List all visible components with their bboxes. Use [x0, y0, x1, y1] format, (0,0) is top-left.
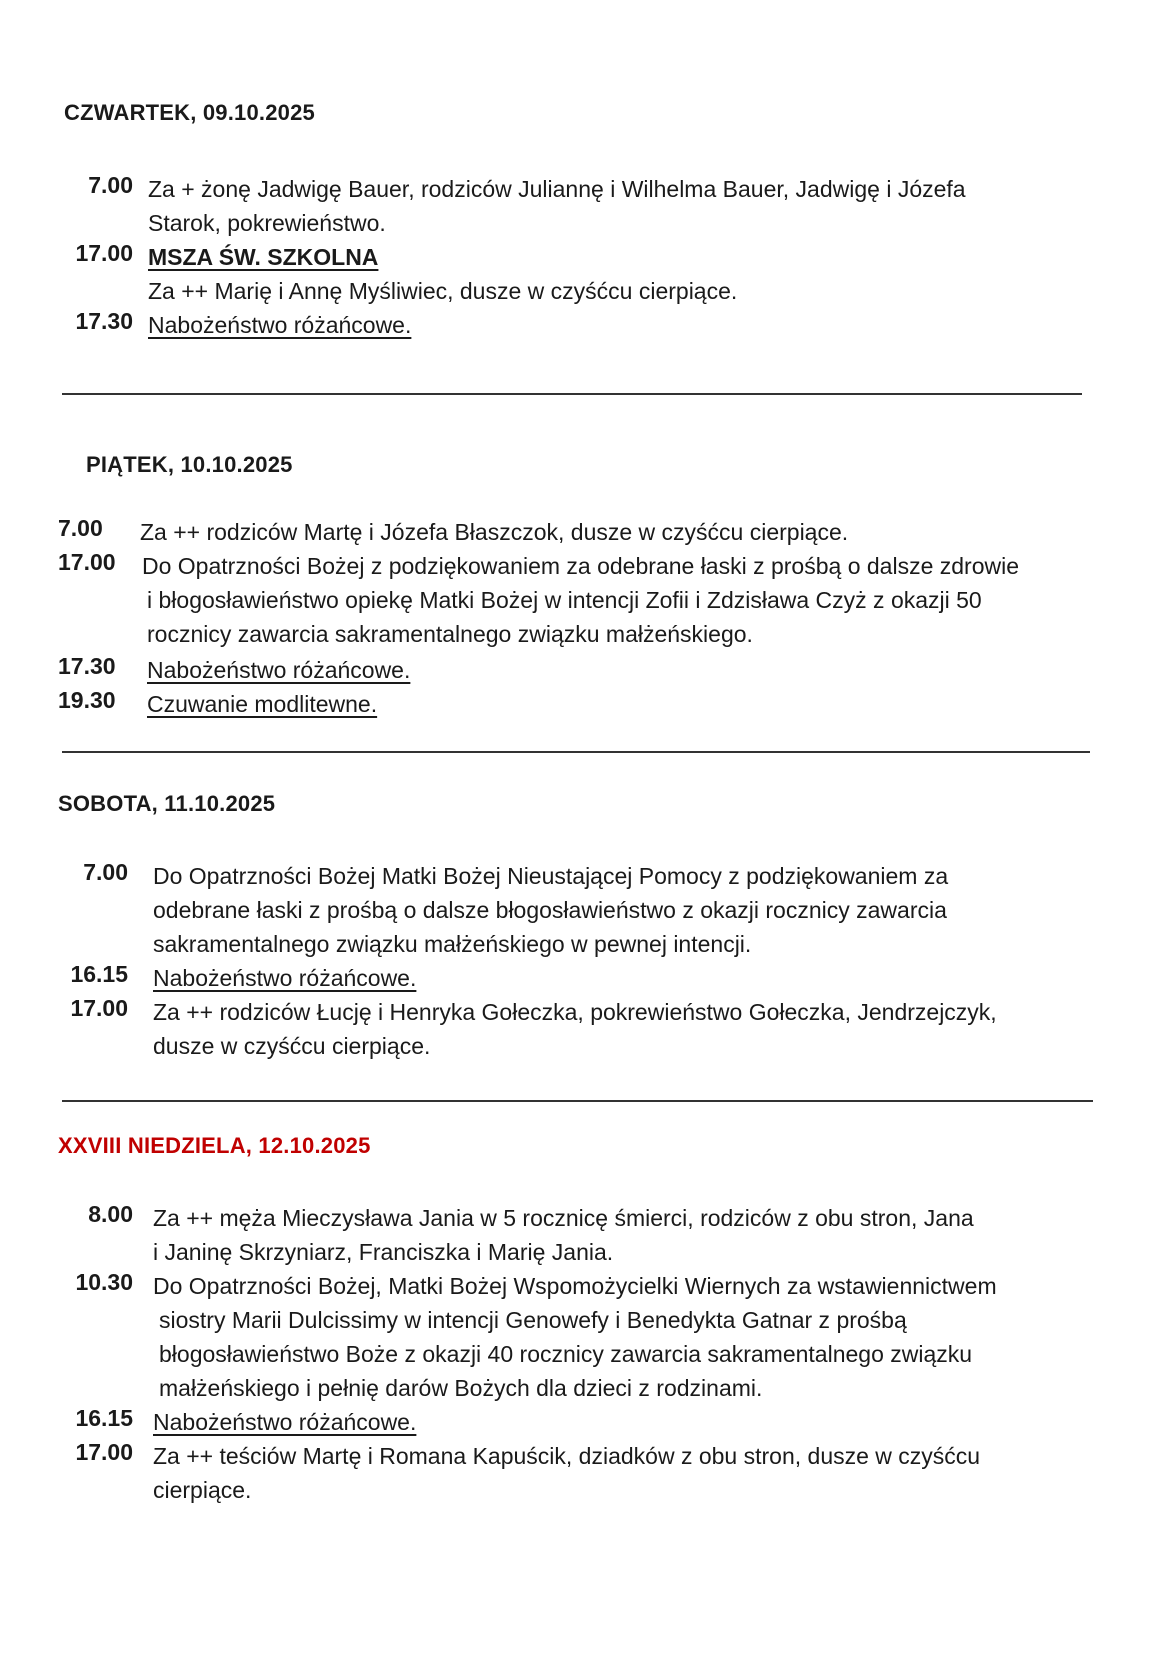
intention-line: i błogosławieństwo opiekę Matki Bożej w intencji Zofii i Zdzisława Czyż z okazji 50 [147, 587, 982, 613]
intention-line: Za + żonę Jadwigę Bauer, rodziców Juliannę i Wilhelma Bauer, Jadwigę i Józefa [148, 176, 966, 202]
section-divider [62, 1100, 1093, 1102]
intention-line: Do Opatrzności Bożej z podziękowaniem za odebrane łaski z prośbą o dalsze zdrowie [142, 553, 1020, 579]
intention-line: Za ++ rodziców Łucję i Henryka Gołeczka, pokrewieństwo Gołeczka, Jendrzejczyk, [153, 999, 997, 1025]
intention-line: Za ++ Marię i Annę Myśliwiec, dusze w czyśćcu cierpiące. [148, 278, 738, 304]
mass-intention [147, 687, 377, 721]
intention-line: cierpiące. [153, 1477, 252, 1503]
mass-time: 8.00 [88, 1201, 133, 1227]
mass-intention [153, 859, 948, 961]
intention-line: dusze w czyśćcu cierpiące. [153, 1033, 431, 1059]
mass-intention [153, 1405, 416, 1439]
mass-intention [148, 308, 411, 342]
prayer-vigil: Czuwanie modlitewne. [147, 691, 378, 717]
day-heading: PIĄTEK, 10.10.2025 [86, 452, 293, 477]
intention-line: Do Opatrzności Bożej, Matki Bożej Wspomożycielki Wiernych za wstawiennictwem [153, 1273, 997, 1299]
day-heading: CZWARTEK, 09.10.2025 [64, 100, 315, 125]
mass-time: 17.00 [58, 549, 116, 575]
intention-line: małżeńskiego i pełnię darów Bożych dla dzieci z rodzinami. [159, 1375, 763, 1401]
intention-line: Do Opatrzności Bożej Matki Bożej Nieustającej Pomocy z podziękowaniem za [153, 863, 949, 889]
mass-time: 7.00 [83, 859, 128, 885]
mass-time: 17.30 [75, 308, 133, 334]
mass-time: 17.00 [75, 240, 133, 266]
mass-intention [140, 515, 848, 549]
mass-time: 17.00 [75, 1439, 133, 1465]
intention-line: siostry Marii Dulcissimy w intencji Genowefy i Benedykta Gatnar z prośbą [159, 1307, 907, 1333]
mass-time: 17.00 [70, 995, 128, 1021]
rosary-service: Nabożeństwo różańcowe. [153, 1409, 417, 1435]
mass-intention [153, 1439, 980, 1507]
intention-line: odebrane łaski z prośbą o dalsze błogosławieństwo z okazji rocznicy zawarcia [153, 897, 947, 923]
rosary-service: Nabożeństwo różańcowe. [147, 657, 411, 683]
mass-time: 16.15 [70, 961, 128, 987]
intention-line: Za ++ męża Mieczysława Jania w 5 rocznicę śmierci, rodziców z obu stron, Jana [153, 1205, 974, 1231]
intention-line: rocznicy zawarcia sakramentalnego związku małżeńskiego. [147, 621, 753, 647]
intention-line: błogosławieństwo Boże z okazji 40 rocznicy zawarcia sakramentalnego związku [159, 1341, 973, 1367]
mass-time: 17.30 [58, 653, 116, 679]
day-heading: XXVIII NIEDZIELA, 12.10.2025 [58, 1133, 371, 1158]
mass-intention [153, 961, 416, 995]
intention-line: Za ++ teściów Martę i Romana Kapuścik, dziadków z obu stron, dusze w czyśćcu [153, 1443, 981, 1469]
school-mass-label: MSZA ŚW. SZKOLNA [148, 244, 379, 270]
mass-intention [153, 1269, 997, 1405]
rosary-service: Nabożeństwo różańcowe. [148, 312, 412, 338]
intention-line: sakramentalnego związku małżeńskiego w pewnej intencji. [153, 931, 752, 957]
mass-intention [142, 549, 1019, 651]
rosary-service: Nabożeństwo różańcowe. [153, 965, 417, 991]
mass-intention [153, 995, 997, 1063]
mass-intention [147, 653, 410, 687]
day-heading: SOBOTA, 11.10.2025 [58, 791, 276, 816]
section-divider [62, 393, 1082, 395]
mass-intention [153, 1201, 974, 1269]
intention-line: Starok, pokrewieństwo. [148, 210, 386, 236]
mass-intention [148, 240, 737, 308]
mass-time: 19.30 [58, 687, 116, 713]
mass-intention [148, 172, 966, 240]
mass-time: 10.30 [75, 1269, 133, 1295]
mass-time: 7.00 [88, 172, 133, 198]
mass-time: 16.15 [75, 1405, 133, 1431]
intention-line: Za ++ rodziców Martę i Józefa Błaszczok, dusze w czyśćcu cierpiące. [140, 519, 849, 545]
section-divider [62, 751, 1090, 753]
intention-line: i Janinę Skrzyniarz, Franciszka i Marię Jania. [153, 1239, 614, 1265]
mass-time: 7.00 [58, 515, 103, 541]
